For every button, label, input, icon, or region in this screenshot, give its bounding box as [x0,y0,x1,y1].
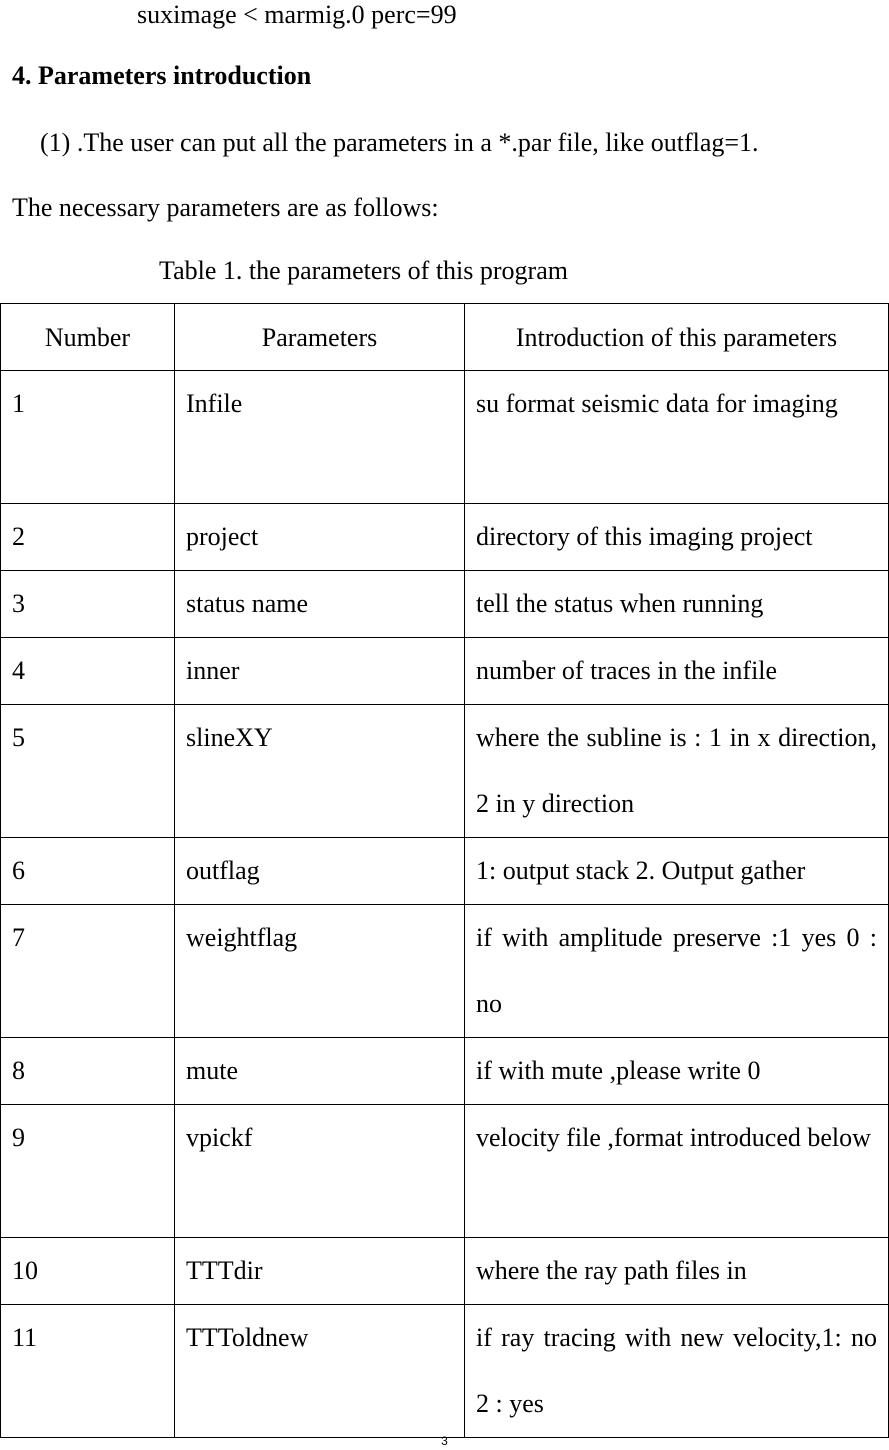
table-row [1,705,889,838]
row-description: velocity file ,format introduced below [465,1105,889,1238]
row-parameter: vpickf [175,1105,465,1238]
table-row [1,1105,889,1238]
paragraph-necessary-parameters: The necessary parameters are as follows: [12,193,439,222]
row-number: 6 [1,838,175,905]
command-line: suximage < marmig.0 perc=99 [137,0,457,29]
row-description: su format seismic data for imaging [465,371,889,504]
row-parameter: status name [175,571,465,638]
row-number: 10 [1,1238,175,1305]
row-parameter: slineXY [175,705,465,838]
row-number: 11 [1,1305,175,1438]
page-number: 3 [441,1434,448,1448]
table-caption: Table 1. the parameters of this program [159,256,568,285]
header-introduction: Introduction of this parameters [465,304,889,371]
row-description: tell the status when running [465,571,889,638]
row-description: number of traces in the infile [465,638,889,705]
table-header-row [1,304,889,371]
row-parameter: Infile [175,371,465,504]
row-description: where the ray path files in [465,1238,889,1305]
row-parameter: inner [175,638,465,705]
table-row [1,1238,889,1305]
row-number: 9 [1,1105,175,1238]
row-number: 5 [1,705,175,838]
row-parameter: outflag [175,838,465,905]
row-parameter: weightflag [175,905,465,1038]
row-number: 4 [1,638,175,705]
table-row [1,571,889,638]
row-number: 2 [1,504,175,571]
row-description: 1: output stack 2. Output gather [465,838,889,905]
row-description: if ray tracing with new velocity,1: no 2 : yes [465,1305,889,1438]
table-row [1,1305,889,1438]
parameters-table [0,303,889,1438]
row-number: 7 [1,905,175,1038]
paragraph-par-file: (1) .The user can put all the parameters in a *.par file, like outflag=1. [40,128,759,157]
row-description: where the subline is : 1 in x direction, 2 in y direction [465,705,889,838]
table-row [1,1038,889,1105]
row-parameter: TTToldnew [175,1305,465,1438]
row-description: if with amplitude preserve :1 yes 0 : no [465,905,889,1038]
row-description: directory of this imaging project [465,504,889,571]
row-parameter: project [175,504,465,571]
header-parameters: Parameters [175,304,465,371]
row-number: 8 [1,1038,175,1105]
table-row [1,905,889,1038]
header-number: Number [1,304,175,371]
section-heading: 4. Parameters introduction [12,61,312,90]
table-row [1,371,889,504]
table-row [1,838,889,905]
row-number: 3 [1,571,175,638]
row-number: 1 [1,371,175,504]
table-row [1,638,889,705]
row-parameter: mute [175,1038,465,1105]
table-row [1,504,889,571]
row-parameter: TTTdir [175,1238,465,1305]
row-description: if with mute ,please write 0 [465,1038,889,1105]
